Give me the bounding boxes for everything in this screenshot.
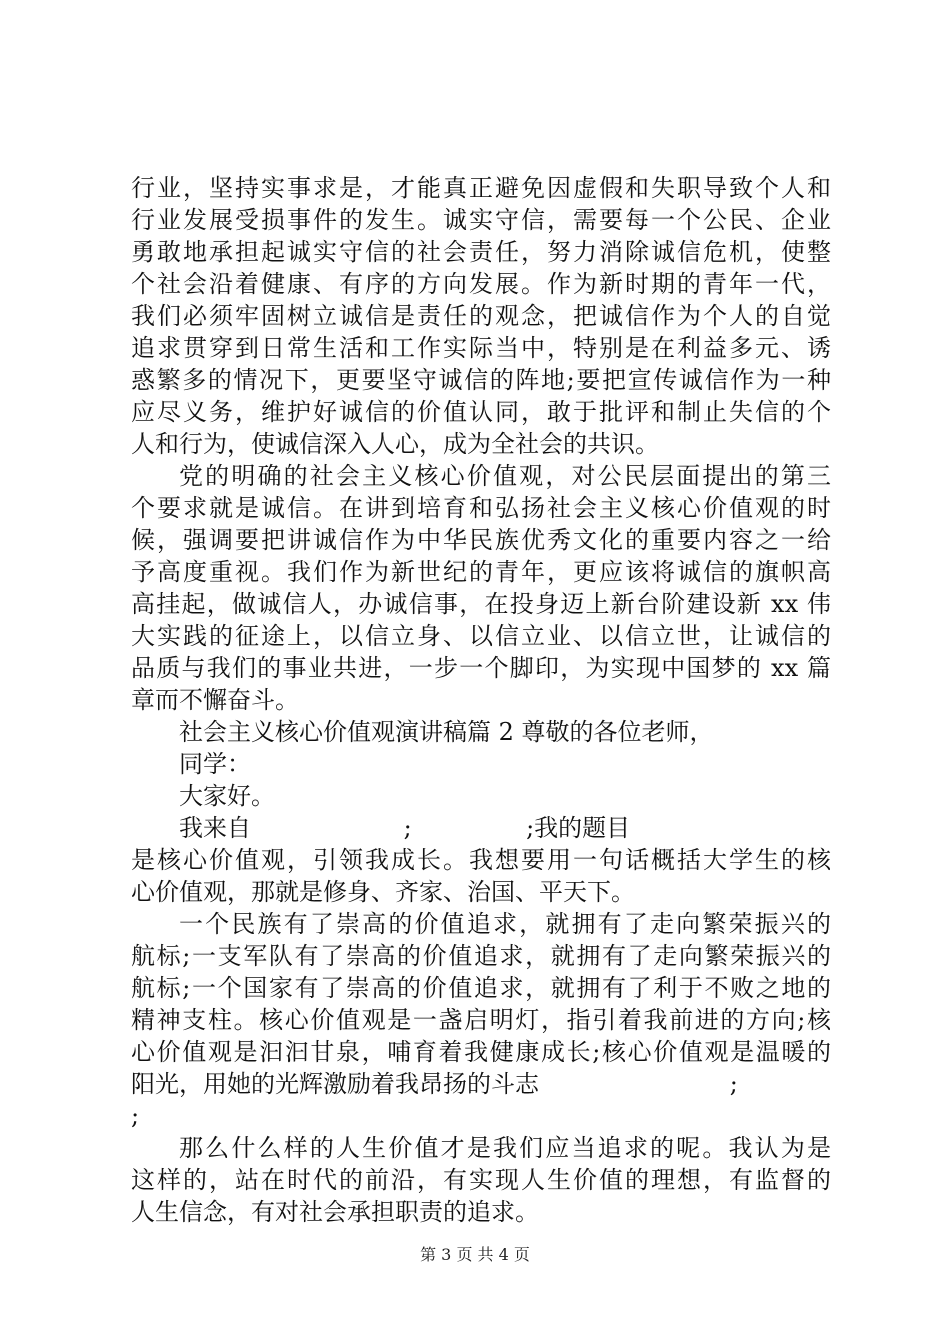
text-line: 社会主义核心价值观演讲稿篇 2 尊敬的各位老师， bbox=[179, 718, 714, 746]
document-body bbox=[131, 172, 831, 1228]
text-line: 高挂起，做诚信人，办诚信事，在投身迈上新台阶建设新 xx 伟 bbox=[131, 590, 831, 618]
text-line: 一个民族有了崇高的价值追求，就拥有了走向繁荣振兴的 bbox=[179, 910, 831, 938]
text-line: 予高度重视。我们作为新世纪的青年，更应该将诚信的旗帜高 bbox=[131, 558, 831, 586]
text-line: 党的明确的社会主义核心价值观，对公民层面提出的第三 bbox=[179, 462, 831, 490]
text-line: 追求贯穿到日常生活和工作实际当中，特别是在利益多元、诱 bbox=[131, 334, 831, 362]
page-number-footer: 第 3 页 共 4 页 bbox=[420, 1245, 530, 1264]
text-line: 心价值观，那就是修身、齐家、治国、平天下。 bbox=[131, 878, 635, 906]
text-line: 个要求就是诚信。在讲到培育和弘扬社会主义核心价值观的时 bbox=[131, 494, 831, 522]
text-line: 章而不懈奋斗。 bbox=[131, 686, 299, 714]
text-line: 应尽义务，维护好诚信的价值认同，敢于批评和制止失信的个 bbox=[131, 398, 831, 426]
text-line: 我们必须牢固树立诚信是责任的观念，把诚信作为个人的自觉 bbox=[131, 302, 831, 330]
text-line: 阳光，用她的光辉激励着我昂扬的斗志 ; bbox=[131, 1070, 738, 1098]
text-line: 行业发展受损事件的发生。诚实守信，需要每一个公民、企业 bbox=[131, 206, 831, 234]
text-line: 是核心价值观，引领我成长。我想要用一句话概括大学生的核 bbox=[131, 846, 831, 874]
text-line: 精神支柱。核心价值观是一盏启明灯，指引着我前进的方向;核 bbox=[131, 1006, 831, 1034]
text-line: 航标;一支军队有了崇高的价值追求，就拥有了走向繁荣振兴的 bbox=[131, 942, 831, 970]
text-line: 惑繁多的情况下，更要坚守诚信的阵地;要把宣传诚信作为一种 bbox=[131, 366, 831, 394]
text-line: 勇敢地承担起诚实守信的社会责任，努力消除诚信危机，使整 bbox=[131, 238, 831, 266]
text-line: 同学： bbox=[179, 750, 251, 778]
text-line: 心价值观是汩汩甘泉，哺育着我健康成长;核心价值观是温暖的 bbox=[131, 1038, 831, 1066]
text-line: 人生信念，有对社会承担职责的追求。 bbox=[131, 1198, 539, 1226]
text-line: 行业，坚持实事求是，才能真正避免因虚假和失职导致个人和 bbox=[131, 174, 831, 202]
text-line: 我来自 ; ;我的题目 bbox=[179, 814, 631, 842]
text-line: ; bbox=[131, 1102, 140, 1130]
text-line: 人和行为，使诚信深入人心，成为全社会的共识。 bbox=[131, 430, 659, 458]
text-line: 这样的，站在时代的前沿，有实现人生价值的理想，有监督的 bbox=[131, 1166, 831, 1194]
text-line: 品质与我们的事业共进，一步一个脚印，为实现中国梦的 xx 篇 bbox=[131, 654, 831, 682]
text-line: 航标;一个国家有了崇高的价值追求，就拥有了利于不败之地的 bbox=[131, 974, 831, 1002]
text-line: 候，强调要把讲诚信作为中华民族优秀文化的重要内容之一给 bbox=[131, 526, 831, 554]
text-line: 大家好。 bbox=[179, 782, 275, 810]
text-line: 那么什么样的人生价值才是我们应当追求的呢。我认为是 bbox=[179, 1134, 831, 1162]
text-line: 个社会沿着健康、有序的方向发展。作为新时期的青年一代， bbox=[131, 270, 831, 298]
text-line: 大实践的征途上，以信立身、以信立业、以信立世，让诚信的 bbox=[131, 622, 831, 650]
